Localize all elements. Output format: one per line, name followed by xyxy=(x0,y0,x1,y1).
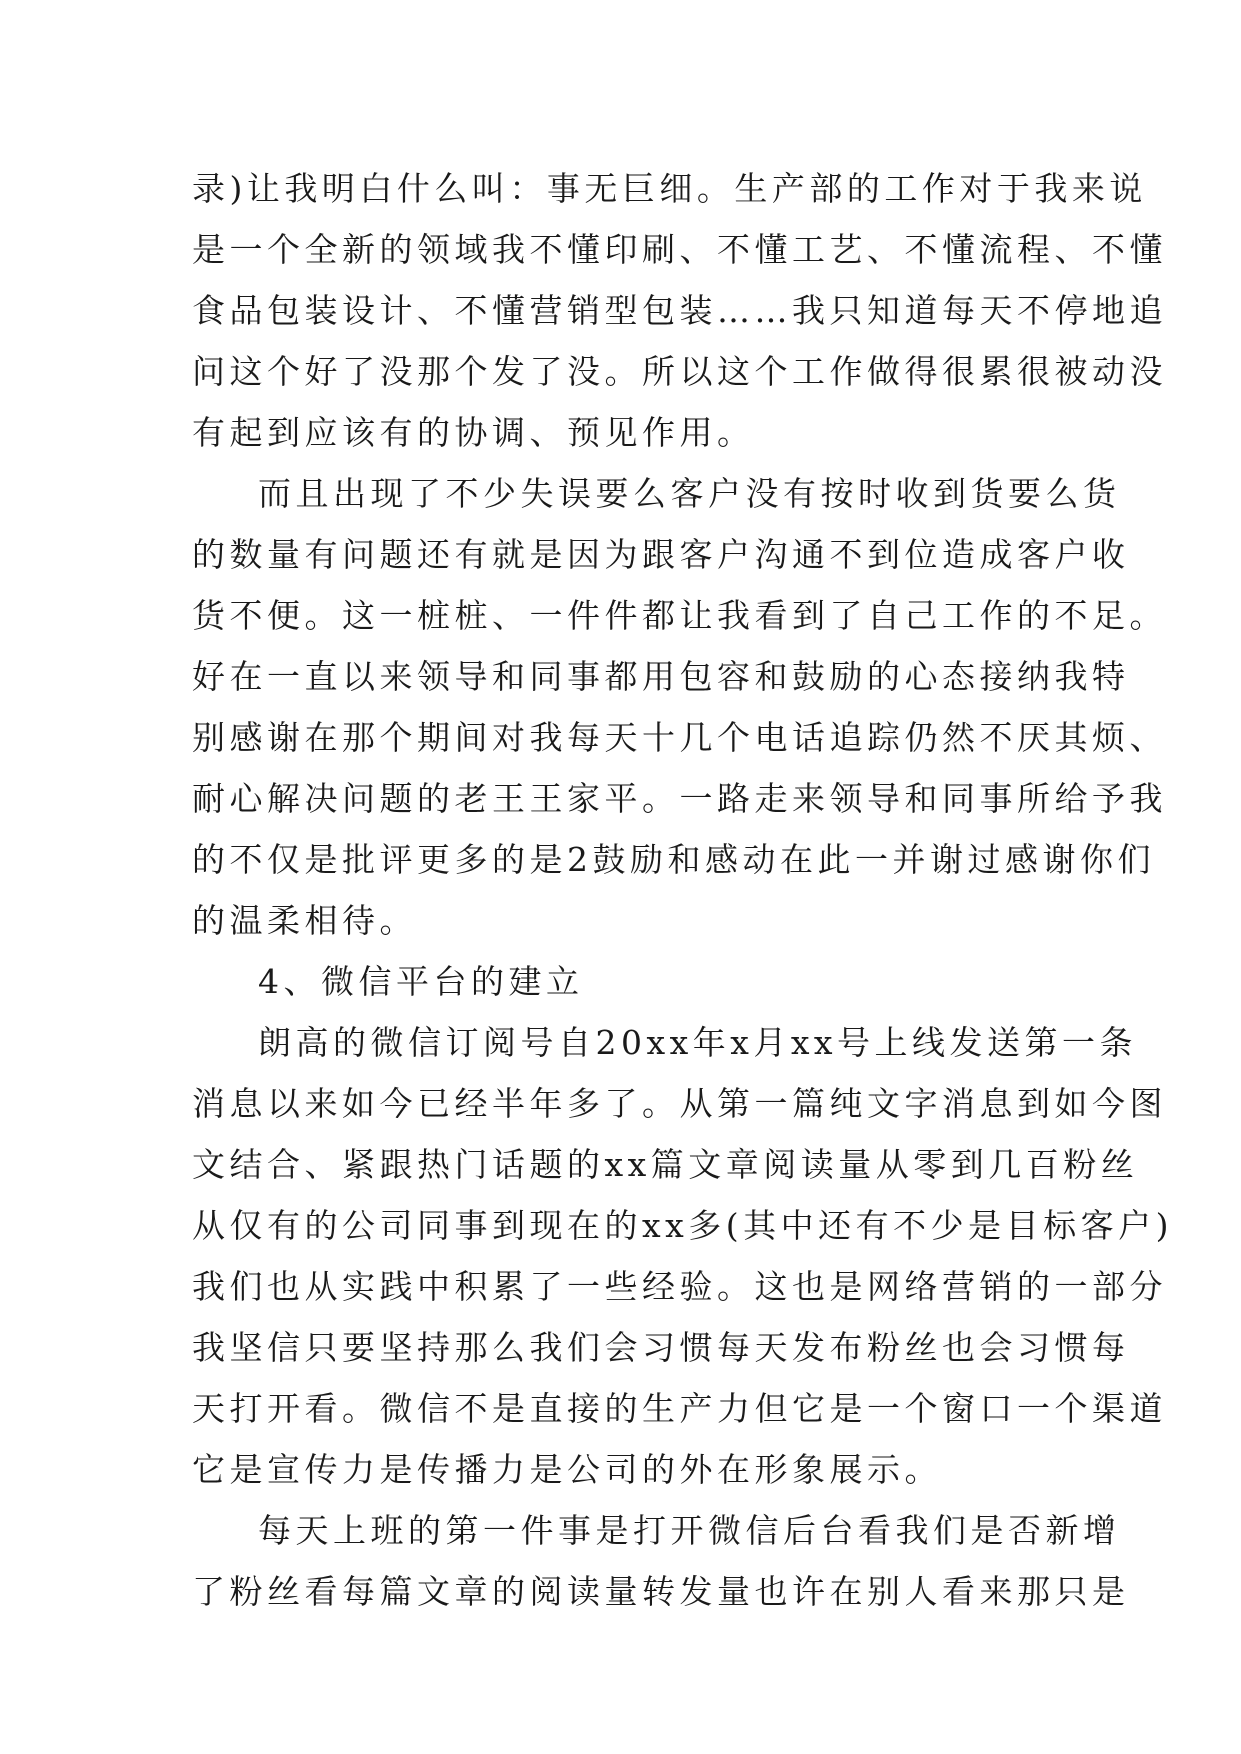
text-line: 从仅有的公司同事到现在的xx多(其中还有不少是目标客户) xyxy=(192,1206,1173,1245)
text-line: 问这个好了没那个发了没。所以这个工作做得很累很被动没 xyxy=(192,352,1167,391)
text-line: 的数量有问题还有就是因为跟客户沟通不到位造成客户收 xyxy=(192,535,1130,574)
text-line: 食品包装设计、不懂营销型包装……我只知道每天不停地追 xyxy=(192,291,1167,330)
text-line: 货不便。这一桩桩、一件件都让我看到了自己工作的不足。 xyxy=(192,596,1167,635)
text-line: 好在一直以来领导和同事都用包容和鼓励的心态接纳我特 xyxy=(192,657,1130,696)
text-line: 了粉丝看每篇文章的阅读量转发量也许在别人看来那只是 xyxy=(192,1572,1130,1611)
document-body xyxy=(192,158,1173,1622)
section-heading: 4、微信平台的建立 xyxy=(258,962,584,1001)
text-line: 我坚信只要坚持那么我们会习惯每天发布粉丝也会习惯每 xyxy=(192,1328,1130,1367)
paragraph-first-line: 朗高的微信订阅号自20xx年x月xx号上线发送第一条 xyxy=(258,1023,1138,1062)
paragraph-first-line: 每天上班的第一件事是打开微信后台看我们是否新增 xyxy=(258,1511,1121,1550)
text-line: 我们也从实践中积累了一些经验。这也是网络营销的一部分 xyxy=(192,1267,1167,1306)
text-line: 它是宣传力是传播力是公司的外在形象展示。 xyxy=(192,1450,942,1489)
text-line: 的温柔相待。 xyxy=(192,901,417,940)
text-line: 是一个全新的领域我不懂印刷、不懂工艺、不懂流程、不懂 xyxy=(192,230,1167,269)
text-line: 录)让我明白什么叫：事无巨细。生产部的工作对于我来说 xyxy=(192,169,1147,208)
paragraph-first-line: 而且出现了不少失误要么客户没有按时收到货要么货 xyxy=(258,474,1121,513)
text-line: 的不仅是批评更多的是2鼓励和感动在此一并谢过感谢你们 xyxy=(192,840,1155,879)
text-line: 消息以来如今已经半年多了。从第一篇纯文字消息到如今图 xyxy=(192,1084,1167,1123)
text-line: 耐心解决问题的老王王家平。一路走来领导和同事所给予我 xyxy=(192,779,1167,818)
text-line: 有起到应该有的协调、预见作用。 xyxy=(192,413,755,452)
text-line: 天打开看。微信不是直接的生产力但它是一个窗口一个渠道 xyxy=(192,1389,1167,1428)
text-line: 别感谢在那个期间对我每天十几个电话追踪仍然不厌其烦、 xyxy=(192,718,1167,757)
text-line: 文结合、紧跟热门话题的xx篇文章阅读量从零到几百粉丝 xyxy=(192,1145,1139,1184)
